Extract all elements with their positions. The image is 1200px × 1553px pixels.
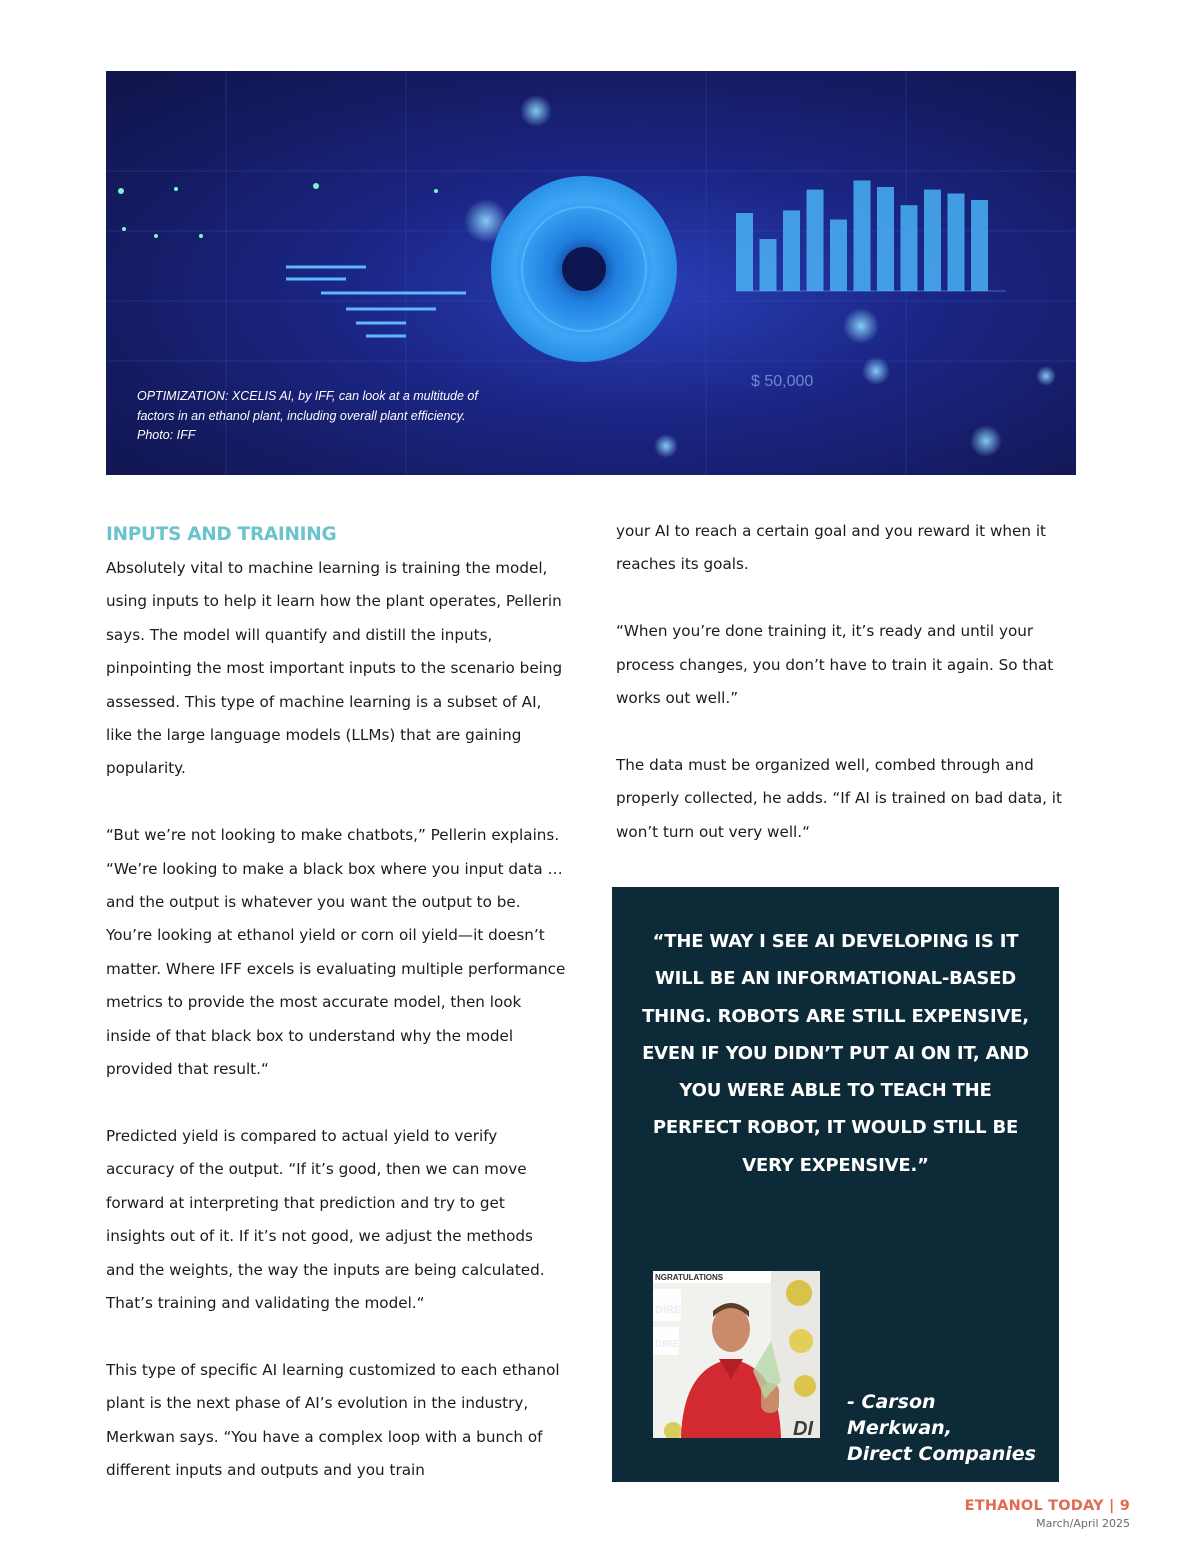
quote-attribution: - Carson Merkwan, Direct Companies [847, 1391, 1036, 1465]
paragraph: “When you’re done training it, it’s ready and until your process changes, you don’t have to train it again. So that works out well.” [616, 622, 1054, 708]
article-left-column [106, 518, 566, 1487]
hero-bar [854, 181, 871, 292]
hero-bar [971, 200, 988, 291]
hero-bar [830, 220, 847, 292]
hero-bar [901, 205, 918, 291]
paragraph: This type of specific AI learning customized to each ethanol plant is the next phase of AI’s evolution in the industry, Merkwan says. “You have a complex loop with a bunch of different inputs and outputs and you train [106, 1360, 560, 1479]
section-heading: INPUTS AND TRAINING [106, 524, 337, 545]
paragraph: The data must be organized well, combed through and properly collected, he adds. “If AI is trained on bad data, it won’t turn out very well.“ [616, 755, 1062, 841]
hero-bar [760, 239, 777, 291]
pull-quote-box [612, 887, 1059, 1482]
paragraph: Absolutely vital to machine learning is training the model, using inputs to help it learn how the plant operates, Pellerin says. The model will quantify and distill the inputs, pinpointing the most important inputs to the scenario being assessed. This type of machine learning is a subset of AI, like the large language models (LLMs) that are gaining popularity. [106, 559, 563, 778]
hero-bar [783, 210, 800, 291]
hero-image [106, 71, 1076, 475]
paragraph: Predicted yield is compared to actual yield to verify accuracy of the output. “If it’s good, then we can move forward at interpreting that prediction and try to get insights out of it. If it’s not good, we adjust the methods and the weights, the way the inputs are being calculated. That’s training and validating the model.“ [106, 1126, 545, 1312]
hero-bar [877, 187, 894, 291]
hero-donut-center [562, 247, 606, 291]
hero-bar [736, 213, 753, 291]
hero-bar [924, 190, 941, 291]
pull-quote-text: “THE WAY I SEE AI DEVELOPING IS IT WILL BE AN INFORMATIONAL-BASED THING. ROBOTS ARE STILL EXPENSIVE, EVEN IF YOU DIDN’T PUT AI ON IT, AND YOU WERE ABLE TO TEACH THE PERFECT ROBOT, IT WOULD STILL BE VERY EXPENSIVE.” [642, 931, 1029, 1176]
article-right-column [616, 515, 1078, 849]
footer-publication: ETHANOL TODAY | 9 [964, 1498, 1130, 1514]
photo-caption: OPTIMIZATION: XCELIS AI, by IFF, can look at a multitude of factors in an ethanol plant, including overall plant efficiency. Photo: IFF [137, 389, 478, 442]
hero-bar [807, 190, 824, 291]
photo-logo-text: DI [793, 1418, 813, 1438]
photo-banner-text: NGRATULATIONS [655, 1273, 724, 1282]
speaker-photo-illustration [653, 1271, 820, 1438]
paragraph: “But we’re not looking to make chatbots,” Pellerin explains. “We’re looking to make a black box where you input data … and the output is whatever you want the output to be. You’re looking at ethanol yield or corn oil yield—it doesn’t matter. Where IFF excels is evaluating multiple performance metrics to provide the most accurate model, then look inside of that black box to understand why the model provided that result.“ [106, 826, 566, 1079]
paragraph: your AI to reach a certain goal and you reward it when it reaches its goals. [616, 522, 1046, 574]
footer-issue-date: March/April 2025 [1036, 1517, 1130, 1530]
hero-readout: $ 50,000 [751, 373, 814, 390]
speaker-photo [653, 1271, 820, 1438]
hero-bar-chart [736, 181, 988, 292]
hero-bar [948, 194, 965, 292]
